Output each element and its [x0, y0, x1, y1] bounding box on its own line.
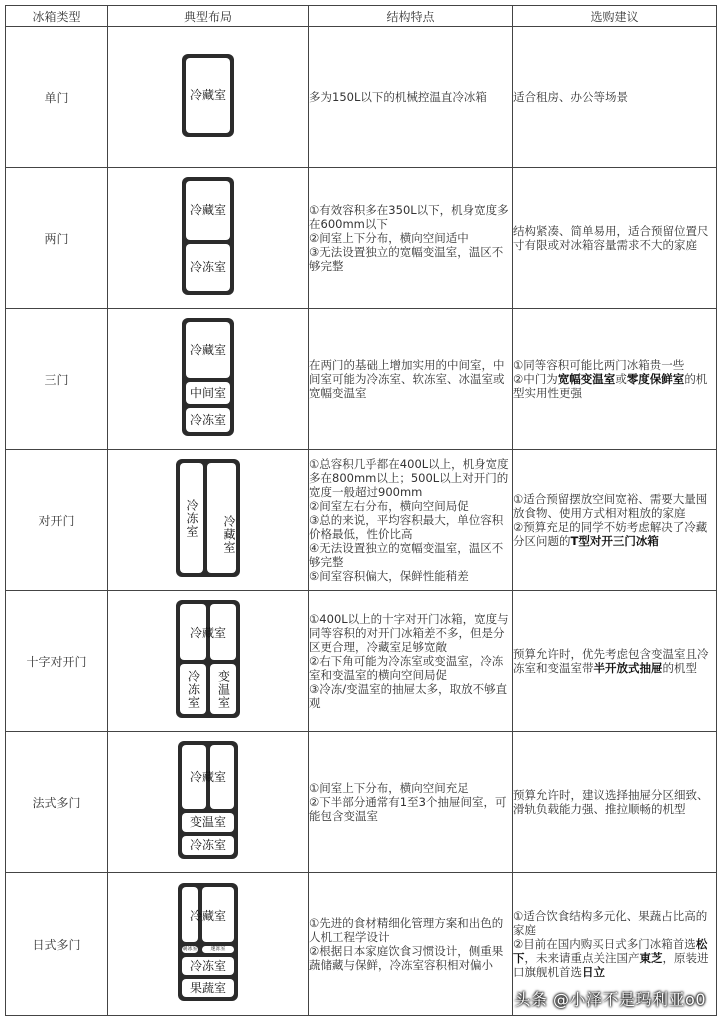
advice-text: ，原装进口旗舰机首选: [513, 951, 709, 979]
advice-cell: [513, 591, 717, 732]
advice-text: 的机型: [662, 661, 697, 675]
compartment-label: 冷藏室: [189, 770, 226, 784]
advice-highlight: 半开放式抽屉: [593, 661, 663, 675]
advice-line: 预算允许时，建议选择抽屉分区细致、滑轨负载能力强、推拉顺畅的机型: [513, 788, 709, 816]
header-features: 结构特点: [309, 6, 513, 27]
advice-line: 适合租房、办公等场景: [513, 90, 628, 104]
advice-highlight: 零度保鲜室: [626, 372, 685, 386]
advice-line: [513, 647, 716, 675]
advice-cell: [513, 450, 717, 591]
feature-line: ②间室上下分布，横向空间适中: [309, 231, 469, 245]
compartment-label: 冷藏室: [189, 909, 226, 923]
feature-line: ④无法设置独立的宽幅变温室，温区不够完整: [309, 541, 504, 569]
advice-highlight: 東芝: [639, 951, 663, 965]
compartment: 冷冻室: [180, 664, 206, 714]
fridge-japanese-multi-door-icon: [178, 883, 238, 1001]
header-layout: 典型布局: [108, 6, 309, 27]
feature-line: ③无法设置独立的宽幅变温室，温区不够完整: [309, 245, 504, 273]
layout-diagram: [108, 168, 309, 309]
fridge-single-door-icon: [182, 54, 234, 137]
fridge-type: 单门: [6, 27, 108, 168]
feature-line: ①有效容积多在350L以下，机身宽度多在600mm以下: [309, 203, 509, 231]
advice-highlight: 宽幅变温室: [557, 372, 616, 386]
feature-line: ⑤间室容积偏大，保鲜性能稍差: [309, 569, 469, 583]
advice-text: ②中门为: [513, 372, 558, 386]
advice-cell: [513, 309, 717, 450]
advice-highlight: T型对开三门冰箱: [570, 534, 659, 548]
advice-text: 的机型实用性更强: [513, 372, 708, 400]
table-row: [6, 27, 717, 168]
advice-line: [513, 372, 716, 400]
feature-line: ①间室上下分布，横向空间充足: [309, 781, 469, 795]
compartment: 中间室: [186, 382, 230, 404]
features-cell: [309, 732, 513, 873]
compartment: 冷藏室: [186, 181, 230, 240]
features-cell: [309, 27, 513, 168]
advice-text: ②预算充足的同学不妨考虑解决了冷藏分区问题的: [513, 520, 708, 548]
advice-line: [513, 520, 716, 548]
feature-line: ②根据日本家庭饮食习惯设计，侧重果蔬储藏与保鲜，冷冻室容积相对偏小: [309, 944, 504, 972]
fridge-three-door-icon: [182, 318, 234, 436]
layout-diagram: [108, 450, 309, 591]
compartment: 冷冻室: [182, 836, 234, 855]
feature-line: ②下半部分通常有1至3个抽屉间室，可能包含变温室: [309, 795, 507, 823]
header-advice: 选购建议: [513, 6, 717, 27]
compartment: 冷藏室: [186, 322, 230, 378]
fridge-type: 对开门: [6, 450, 108, 591]
fridge-two-door-icon: [182, 177, 234, 295]
table-row: [6, 450, 717, 591]
compartment: 冷冻室: [180, 463, 203, 573]
fridge-french-door-icon: [178, 741, 238, 859]
table-row: [6, 309, 717, 450]
compartment-label: 冷藏室: [189, 626, 226, 640]
feature-line: ①先进的食材精细化管理方案和出色的人机工程学设计: [309, 916, 504, 944]
advice-line: ①适合预留摆放空间宽裕、需要大量囤放食物、使用方式相对粗放的家庭: [513, 492, 708, 520]
advice-cell: [513, 168, 717, 309]
advice-text: 预算允许时，优先考虑包含变温室且冷冻室和变温室带: [513, 647, 709, 675]
feature-line: ③冷冻/变温室的抽屉太多，取放不够直观: [309, 682, 508, 710]
compartment: 冷冻室: [186, 244, 230, 291]
advice-highlight: 日立: [582, 965, 605, 979]
compartment: 果蔬室: [182, 979, 234, 997]
table-row: [6, 732, 717, 873]
feature-line: ②右下角可能为冷冻室或变温室，冷冻室和变温室的横向空间局促: [309, 654, 504, 682]
fridge-type: 十字对开门: [6, 591, 108, 732]
feature-line: ①总容积几乎都在400L以上，机身宽度多在800mm以上；500L以上对开门的宽度一般超过900mm: [309, 457, 509, 499]
feature-line: ①400L以上的十字对开门冰箱，宽度与同等容积的对开门冰箱差不多，但是分区更合理，冷藏室足够宽敞: [309, 612, 509, 654]
compartment: 冷冻室: [182, 957, 234, 975]
header-type: 冰箱类型: [6, 6, 108, 27]
compartment-label: 冷藏室: [222, 514, 236, 554]
layout-diagram: [108, 27, 309, 168]
compartment: 冷冻室: [186, 408, 230, 432]
compartment: 变温室: [210, 664, 236, 714]
fridge-side-by-side-icon: [176, 459, 240, 577]
advice-line: ①适合饮食结构多元化、果蔬占比高的家庭: [513, 909, 708, 937]
feature-line: 在两门的基础上增加实用的中间室，中间室可能为冷冻室、软冻室、冰温室或宽幅变温室: [309, 358, 505, 400]
features-cell: [309, 450, 513, 591]
table-row: [6, 591, 717, 732]
features-cell: [309, 309, 513, 450]
features-cell: [309, 168, 513, 309]
compartment: 变温室: [182, 813, 234, 832]
features-cell: [309, 591, 513, 732]
feature-line: ③总的来说，平均容积最大，单位容积价格最低，性价比高: [309, 513, 504, 541]
fridge-type: 三门: [6, 309, 108, 450]
fridge-type: 两门: [6, 168, 108, 309]
advice-text: ②目前在国内购买日式多门冰箱首选: [513, 937, 696, 951]
compartment: 速冻室: [202, 946, 234, 953]
fridge-comparison-table: [5, 5, 717, 1016]
compartment: 冷藏室: [186, 58, 230, 133]
feature-line: 多为150L以下的机械控温直冷冰箱: [309, 90, 487, 104]
features-cell: [309, 873, 513, 1016]
advice-highlight: 松下: [513, 937, 708, 965]
layout-diagram: [108, 732, 309, 873]
layout-diagram: [108, 591, 309, 732]
compartment: 制冰室: [182, 946, 198, 952]
advice-cell: [513, 732, 717, 873]
watermark: 头条 @小泽不是玛利亚o0: [514, 990, 706, 1009]
feature-line: ②间室左右分布，横向空间局促: [309, 499, 469, 513]
fridge-type: 法式多门: [6, 732, 108, 873]
layout-diagram: [108, 309, 309, 450]
advice-text: 或: [615, 372, 627, 386]
advice-line: ①同等容积可能比两门冰箱贵一些: [513, 358, 685, 372]
advice-cell: [513, 27, 717, 168]
table-row: [6, 168, 717, 309]
layout-diagram: [108, 873, 309, 1016]
advice-line: 结构紧凑、简单易用，适合预留位置尺寸有限或对冰箱容量需求不大的家庭: [513, 224, 709, 252]
header-row: [6, 6, 717, 27]
compartment: [207, 463, 236, 573]
fridge-type: 日式多门: [6, 873, 108, 1016]
advice-text: ，未来请重点关注国产: [524, 951, 640, 965]
advice-line: [513, 937, 716, 979]
fridge-cross-door-icon: [176, 600, 240, 718]
